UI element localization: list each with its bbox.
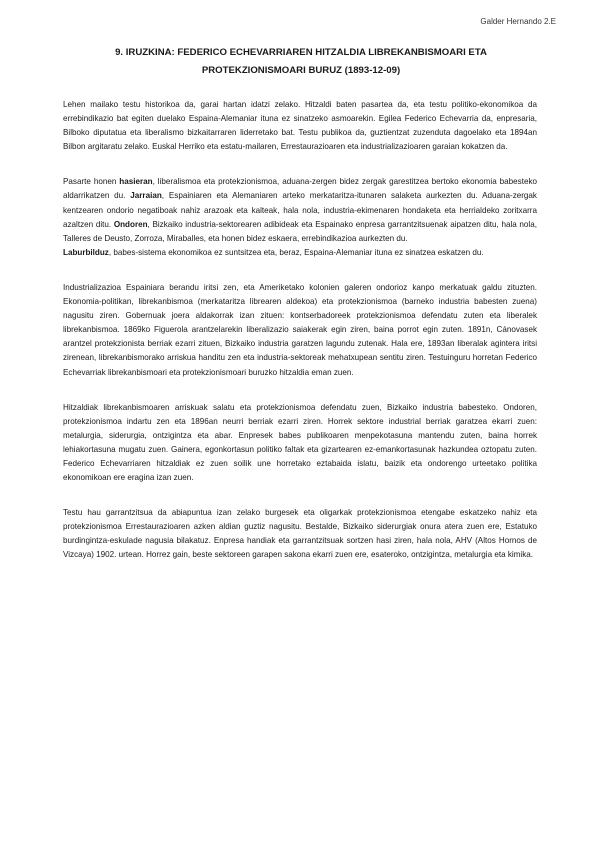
text-run: , Espainiaren eta Alemaniaren arteko merkataritza-itunaren salaketa aurkezten du. Aduana-zergak kentzearen ondorio negatiboak nahiz arazoak eta kalteak, hala nola, industria-ekimenaren hondaketa eta herrialdeko zoritxarra azaltzen ditu. [63,191,537,229]
paragraph-gap [63,380,537,401]
keyword-laburbilduz: Laburbilduz [63,247,109,257]
keyword-hasieran: hasieran [119,177,153,187]
text-run: , babes-sistema ekonomikoa ez suntsitzea eta, beraz, Espaina-Alemaniar ituna ez sinatzea eskatzen du. [108,247,484,257]
paragraph-summary [63,246,537,260]
paragraph-intro: Lehen mailako testu historikoa da, garai hartan idatzi zelako. Hitzaldi baten pasartea da, eta testu politiko-ekonomikoa da errebindikazio bat egiten duelako Espaina-Alemaniar ituna ez sinatzeko asmoarekin. Egilea Federico Echevarria da, enpresaria, Bilboko diputatua eta liberalismo bizkaitarraren liderretako bat. Testu publikoa da, guztientzat zuzenduta dagoelako eta 1894an Bilbon argitaratu zelako. Euskal Herriko eta estatu-mailaren, Errestaurazioaren eta industrializazioaren garaian kokatzen da. [63,100,537,152]
paragraph-gap [63,485,537,506]
keyword-jarraian: Jarraian [130,191,162,201]
document-title: 9. IRUZKINA: FEDERICO ECHEVARRIAREN HITZALDIA LIBREKANBISMOARI ETA PROTEKZIONISMOARI BURUZ (1893-12-09) [115,47,487,76]
paragraph-structure [63,175,537,245]
text-run: Pasarte honen [63,177,120,187]
paragraph-importance: Testu hau garrantzitsua da abiapuntua izan zelako burgesek eta oligarkak protekzionismoa etengabe eskatzeko nahiz eta protekzionismoa Errestaurazioaren azken aldian guztiz nagusitu. Bestalde, Bizkaiko siderurgiak onura atera zuen ere, Estatuko burdingintza-eskulade nagusia bilakatuz. Enpresa handiak eta garrantzitsuak sortzen hasi ziren, hala nola, AHV (Altos Hornos de Vizcaya) 1902. urtean. Horrez gain, beste sektoreen garapen sakona ekarri zuen ere, esateroko, ontzigintza, metalurgia eta kimika. [63,508,537,560]
paragraph-gap [63,154,537,175]
paragraph-context: Industrializazioa Espainiara berandu iritsi zen, eta Ameriketako kolonien galeren ondorioz kanpo merkatuak galdu zituzten. Ekonomia-politikan, librekanbismoa (merkataritza librearen aldekoa) eta protekzionismoa (barneko industria babesten zuena) nagusitu ziren. Gobernuak joera aldakorrak izan zituen: kontserbadoreek protekzionismoa defendatu zuten eta liberalek librekanbismoa. 1869ko Figuerola arantzelarekin liberalizazio saiakerak egin ziren, baina porrot egin zuten. 1891n, Cánovasek arantzel protekzionista berriak ezarri zituen, Bizkaiko industria garatzen lagundu zutenak. Hala ere, 1893an liberalak agintera iritsi zirenean, librekanbismorako arriskua handitu zen eta industria-sektoreak mehatxupean sentitu ziren. Testuinguru horretan Federico Echevarriak librekanbismoari eta protekzionismoari buruzko hitzaldia eman zuen. [63,282,537,377]
paragraph-gap [63,260,537,281]
paragraph-consequences: Hitzaldiak librekanbismoaren arriskuak salatu eta protekzionismoa defendatu zuen, Bizkaiko industria babesteko. Ondoren, protekzionismoa indartu zen eta 1896an neurri berriak ezarri ziren. Horrek sektore industrial berriak garatzea ekarri zuen: metalurgia, siderurgia, ontzigintza eta abar. Enpresek babes publikoaren menpekotasuna mantendu zuten, baina horrek lehiakortasuna mugatu zuen. Gainera, egonkortasun politiko faltak eta gizartearen ez-emankortasunak hazkundea oztopatu zuten. Federico Echevarriaren hitzaldiak ez zuen soilik une horretako eztabaida islatu, baizik eta ondorengo urteetako politika ekonomikoan ere eragina izan zuen. [63,402,537,483]
keyword-ondoren: Ondoren [113,219,148,229]
author-header: Galder Hernando 2.E [480,17,556,26]
text-run: , liberalismoa eta protekzionismoa, aduana-zergen bidez zergak garestitzea bertoko ekonomia babesteko aldarrikatzen du. [63,177,537,201]
text-run: , Bizkaiko industria-sektorearen adibideak eta Espainako enpresa garrantzitsuenak aipatzen ditu, hala nola, Talleres de Deusto, Zorroza, Miraballes, eta honen bidez eskaera, errebindikazioa aurkezten du. [63,219,537,243]
document-body [63,98,537,563]
